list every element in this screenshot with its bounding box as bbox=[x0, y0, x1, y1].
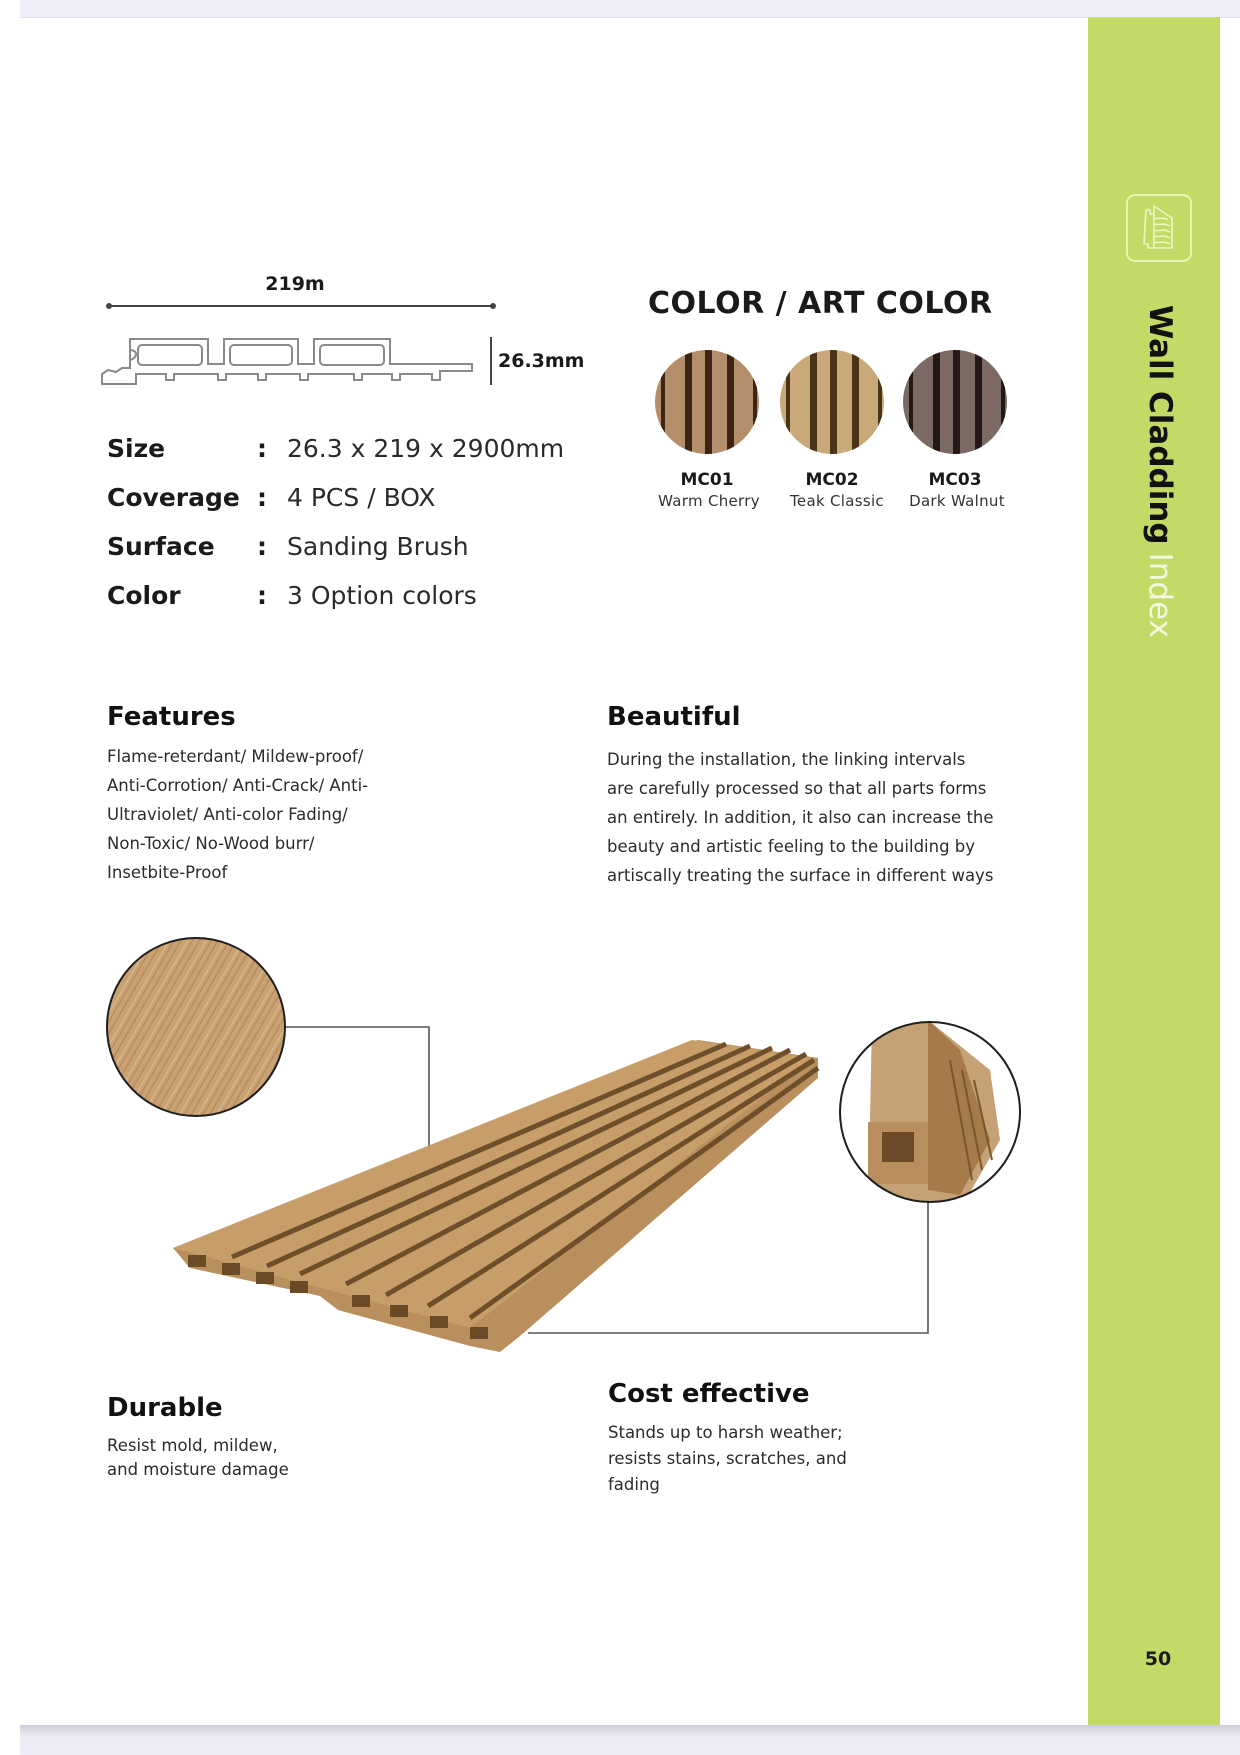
swatch-stripe bbox=[852, 350, 859, 454]
swatch-stripe bbox=[810, 350, 817, 454]
swatch-stripe bbox=[953, 350, 960, 454]
color-name: Dark Walnut bbox=[909, 492, 1005, 510]
color-section-title: COLOR / ART COLOR bbox=[648, 286, 993, 321]
surface-texture-detail bbox=[107, 938, 285, 1116]
cost-effective-line: fading bbox=[608, 1475, 660, 1494]
top-bar bbox=[20, 0, 1240, 18]
durable-line: and moisture damage bbox=[107, 1460, 289, 1479]
page-number: 50 bbox=[1144, 1648, 1172, 1670]
color-name: Warm Cherry bbox=[658, 492, 760, 510]
spec-value: Sanding Brush bbox=[287, 532, 469, 561]
spec-separator: : bbox=[257, 532, 267, 561]
callout-lines bbox=[285, 1027, 928, 1333]
swatch-stripe bbox=[786, 350, 790, 454]
durable-heading: Durable bbox=[107, 1393, 223, 1423]
cost-effective-text bbox=[608, 1420, 847, 1498]
spec-label: Size bbox=[107, 434, 166, 463]
color-swatch-mc02 bbox=[780, 350, 884, 454]
swatch-stripe bbox=[1001, 350, 1005, 454]
beautiful-heading: Beautiful bbox=[607, 702, 741, 732]
sidebar-title bbox=[1142, 305, 1178, 638]
swatch-stripe bbox=[933, 350, 940, 454]
features-line: Non-Toxic/ No-Wood burr/ bbox=[107, 834, 315, 853]
sidebar-title-bold: Wall Cladding bbox=[1142, 305, 1178, 545]
swatch-stripe bbox=[661, 350, 665, 454]
width-dimension-arrow bbox=[108, 305, 494, 307]
spec-label: Color bbox=[107, 581, 181, 610]
color-swatch-mc03 bbox=[903, 350, 1007, 454]
height-dimension-label: 26.3mm bbox=[498, 350, 585, 372]
height-dimension-bar bbox=[490, 337, 492, 385]
features-line: Flame-reterdant/ Mildew-proof/ bbox=[107, 747, 364, 766]
spec-value: 3 Option colors bbox=[287, 581, 477, 610]
beautiful-line: artiscally treating the surface in different ways bbox=[607, 866, 994, 885]
beautiful-line: are carefully processed so that all parts forms bbox=[607, 779, 987, 798]
spec-label: Coverage bbox=[107, 483, 240, 512]
wall-panel-icon bbox=[1126, 194, 1192, 262]
color-code: MC02 bbox=[805, 470, 859, 490]
profile-end-detail bbox=[840, 1020, 1020, 1210]
swatch-stripe bbox=[909, 350, 913, 454]
spec-separator: : bbox=[257, 581, 267, 610]
features-line: Ultraviolet/ Anti-color Fading/ bbox=[107, 805, 348, 824]
profile-cross-section bbox=[100, 330, 490, 390]
beautiful-line: an entirely. In addition, it also can increase the bbox=[607, 808, 994, 827]
spec-separator: : bbox=[257, 434, 267, 463]
width-dimension-label: 219m bbox=[265, 273, 325, 295]
beautiful-line: During the installation, the linking intervals bbox=[607, 750, 966, 769]
swatch-stripe bbox=[685, 350, 692, 454]
swatch-stripe bbox=[727, 350, 734, 454]
color-swatch-mc01 bbox=[655, 350, 759, 454]
durable-line: Resist mold, mildew, bbox=[107, 1436, 278, 1455]
swatch-stripe bbox=[830, 350, 837, 454]
color-code: MC03 bbox=[928, 470, 982, 490]
panel-end-holes bbox=[188, 1255, 488, 1339]
beautiful-line: beauty and artistic feeling to the building by bbox=[607, 837, 976, 856]
cost-effective-heading: Cost effective bbox=[608, 1379, 810, 1409]
swatch-stripe bbox=[975, 350, 982, 454]
features-line: Insetbite-Proof bbox=[107, 863, 228, 882]
wall-panel-image bbox=[173, 1040, 818, 1352]
features-heading: Features bbox=[107, 702, 236, 732]
color-name: Teak Classic bbox=[790, 492, 884, 510]
durable-text bbox=[107, 1434, 289, 1482]
spec-value: 4 PCS / BOX bbox=[287, 483, 436, 512]
swatch-stripe bbox=[753, 350, 757, 454]
features-line: Anti-Corrotion/ Anti-Crack/ Anti- bbox=[107, 776, 369, 795]
spec-separator: : bbox=[257, 483, 267, 512]
beautiful-text bbox=[607, 745, 994, 890]
color-code: MC01 bbox=[680, 470, 734, 490]
spec-label: Surface bbox=[107, 532, 215, 561]
sidebar-title-light: Index bbox=[1142, 552, 1178, 638]
spec-value: 26.3 x 219 x 2900mm bbox=[287, 434, 565, 463]
bottom-bar bbox=[20, 1725, 1240, 1755]
cost-effective-line: resists stains, scratches, and bbox=[608, 1449, 847, 1468]
panel-grooves bbox=[232, 1044, 818, 1318]
sidebar-band bbox=[1088, 17, 1220, 1725]
features-text bbox=[107, 742, 368, 887]
swatch-stripe bbox=[705, 350, 712, 454]
swatch-stripe bbox=[878, 350, 882, 454]
cost-effective-line: Stands up to harsh weather; bbox=[608, 1423, 843, 1442]
